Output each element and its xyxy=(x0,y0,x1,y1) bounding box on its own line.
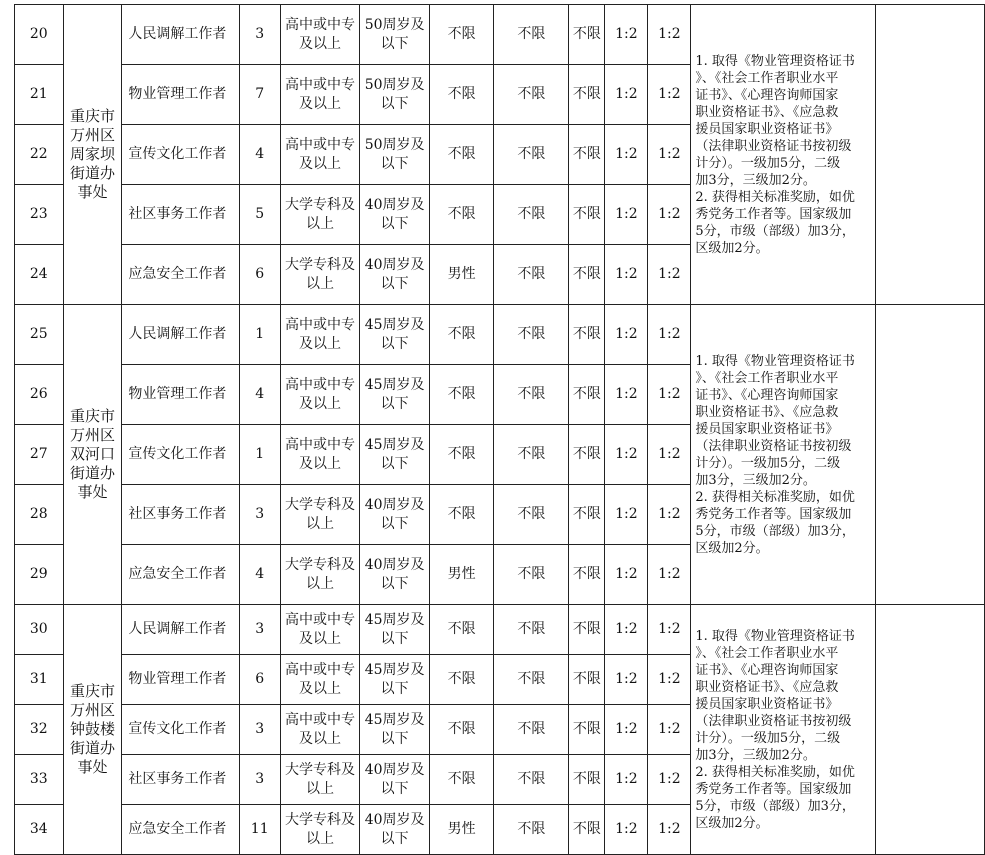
age-line: 45周岁及 xyxy=(364,661,425,678)
age-line: 以下 xyxy=(380,515,409,532)
age-line: 50周岁及 xyxy=(364,136,425,153)
requirement-unlimited: 不限 xyxy=(494,65,569,125)
employer-unit-line: 周家坝 xyxy=(69,145,115,163)
education-requirement xyxy=(280,65,360,125)
requirement-unlimited: 不限 xyxy=(494,755,569,805)
note-line: 》、《社会工作者职业水平 xyxy=(695,70,839,86)
interview-ratio: 1:2 xyxy=(648,425,691,485)
interview-ratio: 1:2 xyxy=(648,65,691,125)
employer-unit xyxy=(63,605,122,855)
requirement-unlimited: 不限 xyxy=(494,125,569,185)
education-requirement xyxy=(280,755,360,805)
requirement-unlimited: 不限 xyxy=(494,305,569,365)
hire-count: 11 xyxy=(239,805,280,855)
education-line: 及以上 xyxy=(299,395,342,412)
exam-ratio: 1:2 xyxy=(605,305,648,365)
hire-count: 6 xyxy=(239,245,280,305)
note-line: 1. 取得《物业管理资格证书 xyxy=(695,353,855,369)
exam-ratio: 1:2 xyxy=(605,605,648,655)
hire-count: 4 xyxy=(239,365,280,425)
requirement-unlimited: 不限 xyxy=(569,305,605,365)
interview-ratio: 1:2 xyxy=(648,125,691,185)
age-requirement xyxy=(360,245,429,305)
age-line: 45周岁及 xyxy=(364,711,425,728)
education-line: 大学专科及 xyxy=(285,496,356,513)
requirement-unlimited: 不限 xyxy=(494,245,569,305)
education-line: 高中或中专 xyxy=(285,376,356,393)
note-line: （法律职业资格证书按初级 xyxy=(695,138,852,154)
education-line: 以上 xyxy=(306,215,335,232)
note-line: 区级加2分。 xyxy=(695,540,769,556)
note-line: 证书》、《心理咨询师国家 xyxy=(695,87,839,103)
employer-unit xyxy=(63,305,122,605)
job-title: 社区事务工作者 xyxy=(122,185,239,245)
age-line: 以下 xyxy=(380,215,409,232)
age-line: 以下 xyxy=(380,730,409,747)
note-line: 区级加2分。 xyxy=(695,240,769,256)
row-number: 31 xyxy=(15,655,64,705)
interview-ratio: 1:2 xyxy=(648,305,691,365)
hire-count: 4 xyxy=(239,125,280,185)
interview-ratio: 1:2 xyxy=(648,705,691,755)
education-line: 高中或中专 xyxy=(285,436,356,453)
gender-requirement: 不限 xyxy=(429,755,494,805)
note-line: 加3分，三级加2分。 xyxy=(695,472,816,488)
exam-ratio: 1:2 xyxy=(605,5,648,65)
interview-ratio: 1:2 xyxy=(648,365,691,425)
table-row xyxy=(15,5,985,65)
employer-unit-line: 事处 xyxy=(77,758,108,776)
age-requirement xyxy=(360,365,429,425)
job-title: 宣传文化工作者 xyxy=(122,125,239,185)
row-number: 34 xyxy=(15,805,64,855)
age-line: 45周岁及 xyxy=(364,316,425,333)
age-requirement xyxy=(360,5,429,65)
age-line: 以下 xyxy=(380,455,409,472)
age-requirement xyxy=(360,65,429,125)
age-line: 50周岁及 xyxy=(364,76,425,93)
gender-requirement: 不限 xyxy=(429,185,494,245)
age-line: 以下 xyxy=(380,335,409,352)
interview-ratio: 1:2 xyxy=(648,485,691,545)
education-line: 以上 xyxy=(306,830,335,847)
employer-unit-line: 重庆市 xyxy=(69,407,115,425)
employer-unit-line: 事处 xyxy=(77,183,108,201)
education-line: 高中或中专 xyxy=(285,661,356,678)
age-requirement xyxy=(360,705,429,755)
exam-ratio: 1:2 xyxy=(605,655,648,705)
row-number: 22 xyxy=(15,125,64,185)
education-line: 高中或中专 xyxy=(285,611,356,628)
exam-ratio: 1:2 xyxy=(605,805,648,855)
gender-requirement: 男性 xyxy=(429,245,494,305)
note-line: 区级加2分。 xyxy=(695,815,769,831)
requirement-unlimited: 不限 xyxy=(569,5,605,65)
exam-ratio: 1:2 xyxy=(605,245,648,305)
employer-unit-line: 万州区 xyxy=(69,126,115,144)
note-line: 2. 获得相关标准奖励，如优 xyxy=(695,489,855,505)
age-line: 45周岁及 xyxy=(364,436,425,453)
requirement-unlimited: 不限 xyxy=(569,365,605,425)
note-line: 职业资格证书》、《应急救 xyxy=(695,104,839,120)
education-line: 及以上 xyxy=(299,95,342,112)
employer-unit-line: 街道办 xyxy=(69,164,115,182)
education-line: 以上 xyxy=(306,575,335,592)
note-line: 加3分，三级加2分。 xyxy=(695,747,816,763)
education-requirement xyxy=(280,705,360,755)
job-title: 物业管理工作者 xyxy=(122,365,239,425)
employer-unit-line: 街道办 xyxy=(69,739,115,757)
row-number: 29 xyxy=(15,545,64,605)
hire-count: 1 xyxy=(239,425,280,485)
job-title: 应急安全工作者 xyxy=(122,545,239,605)
education-requirement xyxy=(280,5,360,65)
note-line: 1. 取得《物业管理资格证书 xyxy=(695,628,855,644)
age-requirement xyxy=(360,755,429,805)
employer-unit-line: 万州区 xyxy=(69,701,115,719)
requirement-unlimited: 不限 xyxy=(569,605,605,655)
education-line: 以上 xyxy=(306,780,335,797)
remarks-cell xyxy=(876,5,985,305)
requirement-unlimited: 不限 xyxy=(494,805,569,855)
education-requirement xyxy=(280,655,360,705)
employer-unit-line: 事处 xyxy=(77,483,108,501)
age-line: 以下 xyxy=(380,630,409,647)
interview-ratio: 1:2 xyxy=(648,5,691,65)
positions-table xyxy=(14,4,985,855)
exam-ratio: 1:2 xyxy=(605,65,648,125)
hire-count: 3 xyxy=(239,5,280,65)
interview-ratio: 1:2 xyxy=(648,805,691,855)
note-line: 援员国家职业资格证书》 xyxy=(695,696,839,712)
remarks-cell xyxy=(876,605,985,855)
education-line: 大学专科及 xyxy=(285,196,356,213)
gender-requirement: 男性 xyxy=(429,805,494,855)
age-line: 以下 xyxy=(380,680,409,697)
education-line: 大学专科及 xyxy=(285,556,356,573)
age-requirement xyxy=(360,605,429,655)
exam-ratio: 1:2 xyxy=(605,485,648,545)
bonus-points-notes xyxy=(691,605,876,855)
note-line: 计分）。一级加5分，二级 xyxy=(695,155,841,171)
gender-requirement: 不限 xyxy=(429,5,494,65)
education-line: 及以上 xyxy=(299,35,342,52)
interview-ratio: 1:2 xyxy=(648,605,691,655)
requirement-unlimited: 不限 xyxy=(569,755,605,805)
employer-unit-line: 重庆市 xyxy=(69,682,115,700)
education-requirement xyxy=(280,245,360,305)
education-line: 高中或中专 xyxy=(285,16,356,33)
row-number: 33 xyxy=(15,755,64,805)
requirement-unlimited: 不限 xyxy=(569,805,605,855)
age-line: 40周岁及 xyxy=(364,811,425,828)
note-line: 加3分，三级加2分。 xyxy=(695,172,816,188)
gender-requirement: 不限 xyxy=(429,705,494,755)
employer-unit-line: 街道办 xyxy=(69,464,115,482)
age-line: 以下 xyxy=(380,155,409,172)
interview-ratio: 1:2 xyxy=(648,245,691,305)
requirement-unlimited: 不限 xyxy=(494,5,569,65)
age-line: 以下 xyxy=(380,95,409,112)
hire-count: 1 xyxy=(239,305,280,365)
note-line: （法律职业资格证书按初级 xyxy=(695,438,852,454)
job-title: 人民调解工作者 xyxy=(122,305,239,365)
age-line: 以下 xyxy=(380,780,409,797)
job-title: 物业管理工作者 xyxy=(122,65,239,125)
note-line: 援员国家职业资格证书》 xyxy=(695,121,839,137)
interview-ratio: 1:2 xyxy=(648,185,691,245)
note-line: 秀党务工作者等。国家级加 xyxy=(695,206,852,222)
age-line: 以下 xyxy=(380,35,409,52)
education-line: 及以上 xyxy=(299,680,342,697)
employer-unit-line: 钟鼓楼 xyxy=(69,720,115,738)
age-line: 40周岁及 xyxy=(364,556,425,573)
age-requirement xyxy=(360,425,429,485)
age-requirement xyxy=(360,805,429,855)
note-line: 职业资格证书》、《应急救 xyxy=(695,404,839,420)
age-line: 45周岁及 xyxy=(364,611,425,628)
hire-count: 3 xyxy=(239,605,280,655)
employer-unit xyxy=(63,5,122,305)
row-number: 32 xyxy=(15,705,64,755)
remarks-cell xyxy=(876,305,985,605)
interview-ratio: 1:2 xyxy=(648,655,691,705)
row-number: 26 xyxy=(15,365,64,425)
hire-count: 3 xyxy=(239,755,280,805)
table-row xyxy=(15,305,985,365)
note-line: 证书》、《心理咨询师国家 xyxy=(695,662,839,678)
requirement-unlimited: 不限 xyxy=(494,545,569,605)
bonus-points-notes xyxy=(691,305,876,605)
job-title: 社区事务工作者 xyxy=(122,485,239,545)
note-line: 2. 获得相关标准奖励，如优 xyxy=(695,764,855,780)
job-title: 人民调解工作者 xyxy=(122,605,239,655)
age-line: 以下 xyxy=(380,275,409,292)
gender-requirement: 不限 xyxy=(429,655,494,705)
requirement-unlimited: 不限 xyxy=(494,655,569,705)
education-line: 大学专科及 xyxy=(285,761,356,778)
positions-table-body xyxy=(15,5,985,855)
exam-ratio: 1:2 xyxy=(605,545,648,605)
age-line: 45周岁及 xyxy=(364,376,425,393)
education-line: 以上 xyxy=(306,275,335,292)
requirement-unlimited: 不限 xyxy=(494,485,569,545)
education-requirement xyxy=(280,365,360,425)
education-requirement xyxy=(280,605,360,655)
hire-count: 6 xyxy=(239,655,280,705)
requirement-unlimited: 不限 xyxy=(569,245,605,305)
requirement-unlimited: 不限 xyxy=(494,425,569,485)
education-line: 及以上 xyxy=(299,455,342,472)
note-line: 5分，市级（部级）加3分， xyxy=(695,523,855,539)
job-title: 社区事务工作者 xyxy=(122,755,239,805)
hire-count: 4 xyxy=(239,545,280,605)
note-line: 计分）。一级加5分，二级 xyxy=(695,730,841,746)
note-line: 》、《社会工作者职业水平 xyxy=(695,645,839,661)
row-number: 20 xyxy=(15,5,64,65)
requirement-unlimited: 不限 xyxy=(569,425,605,485)
row-number: 30 xyxy=(15,605,64,655)
education-requirement xyxy=(280,125,360,185)
age-line: 50周岁及 xyxy=(364,16,425,33)
gender-requirement: 不限 xyxy=(429,305,494,365)
age-line: 以下 xyxy=(380,830,409,847)
employer-unit-line: 双河口 xyxy=(69,445,115,463)
requirement-unlimited: 不限 xyxy=(569,655,605,705)
note-line: 秀党务工作者等。国家级加 xyxy=(695,506,852,522)
education-line: 及以上 xyxy=(299,155,342,172)
note-line: 》、《社会工作者职业水平 xyxy=(695,370,839,386)
age-requirement xyxy=(360,125,429,185)
gender-requirement: 不限 xyxy=(429,605,494,655)
age-line: 以下 xyxy=(380,395,409,412)
age-line: 40周岁及 xyxy=(364,761,425,778)
hire-count: 3 xyxy=(239,485,280,545)
age-requirement xyxy=(360,305,429,365)
row-number: 28 xyxy=(15,485,64,545)
row-number: 23 xyxy=(15,185,64,245)
exam-ratio: 1:2 xyxy=(605,755,648,805)
age-requirement xyxy=(360,545,429,605)
employer-unit-line: 重庆市 xyxy=(69,107,115,125)
requirement-unlimited: 不限 xyxy=(569,545,605,605)
requirement-unlimited: 不限 xyxy=(494,605,569,655)
note-line: 5分，市级（部级）加3分， xyxy=(695,798,855,814)
note-line: 职业资格证书》、《应急救 xyxy=(695,679,839,695)
requirement-unlimited: 不限 xyxy=(494,705,569,755)
education-line: 以上 xyxy=(306,515,335,532)
education-requirement xyxy=(280,185,360,245)
row-number: 27 xyxy=(15,425,64,485)
gender-requirement: 男性 xyxy=(429,545,494,605)
age-requirement xyxy=(360,185,429,245)
job-title: 宣传文化工作者 xyxy=(122,705,239,755)
age-line: 40周岁及 xyxy=(364,256,425,273)
education-requirement xyxy=(280,485,360,545)
requirement-unlimited: 不限 xyxy=(569,125,605,185)
hire-count: 5 xyxy=(239,185,280,245)
note-line: 秀党务工作者等。国家级加 xyxy=(695,781,852,797)
education-requirement xyxy=(280,305,360,365)
education-line: 及以上 xyxy=(299,730,342,747)
requirement-unlimited: 不限 xyxy=(569,65,605,125)
education-requirement xyxy=(280,805,360,855)
requirement-unlimited: 不限 xyxy=(569,485,605,545)
row-number: 25 xyxy=(15,305,64,365)
row-number: 21 xyxy=(15,65,64,125)
employer-unit-line: 万州区 xyxy=(69,426,115,444)
education-line: 高中或中专 xyxy=(285,136,356,153)
interview-ratio: 1:2 xyxy=(648,755,691,805)
note-line: 5分，市级（部级）加3分， xyxy=(695,223,855,239)
education-line: 高中或中专 xyxy=(285,316,356,333)
job-title: 人民调解工作者 xyxy=(122,5,239,65)
age-line: 以下 xyxy=(380,575,409,592)
exam-ratio: 1:2 xyxy=(605,705,648,755)
note-line: 1. 取得《物业管理资格证书 xyxy=(695,53,855,69)
age-requirement xyxy=(360,655,429,705)
age-line: 40周岁及 xyxy=(364,496,425,513)
table-row xyxy=(15,605,985,655)
gender-requirement: 不限 xyxy=(429,365,494,425)
gender-requirement: 不限 xyxy=(429,425,494,485)
requirement-unlimited: 不限 xyxy=(494,365,569,425)
note-line: 证书》、《心理咨询师国家 xyxy=(695,387,839,403)
job-title: 物业管理工作者 xyxy=(122,655,239,705)
requirement-unlimited: 不限 xyxy=(569,185,605,245)
hire-count: 3 xyxy=(239,705,280,755)
age-requirement xyxy=(360,485,429,545)
gender-requirement: 不限 xyxy=(429,125,494,185)
education-line: 高中或中专 xyxy=(285,76,356,93)
job-title: 宣传文化工作者 xyxy=(122,425,239,485)
gender-requirement: 不限 xyxy=(429,65,494,125)
row-number: 24 xyxy=(15,245,64,305)
age-line: 40周岁及 xyxy=(364,196,425,213)
job-title: 应急安全工作者 xyxy=(122,805,239,855)
note-line: 计分）。一级加5分，二级 xyxy=(695,455,841,471)
education-line: 大学专科及 xyxy=(285,811,356,828)
education-requirement xyxy=(280,545,360,605)
job-title: 应急安全工作者 xyxy=(122,245,239,305)
education-line: 及以上 xyxy=(299,630,342,647)
hire-count: 7 xyxy=(239,65,280,125)
gender-requirement: 不限 xyxy=(429,485,494,545)
requirement-unlimited: 不限 xyxy=(494,185,569,245)
exam-ratio: 1:2 xyxy=(605,185,648,245)
education-line: 及以上 xyxy=(299,335,342,352)
requirement-unlimited: 不限 xyxy=(569,705,605,755)
exam-ratio: 1:2 xyxy=(605,425,648,485)
education-line: 高中或中专 xyxy=(285,711,356,728)
note-line: 援员国家职业资格证书》 xyxy=(695,421,839,437)
education-line: 大学专科及 xyxy=(285,256,356,273)
note-line: 2. 获得相关标准奖励，如优 xyxy=(695,189,855,205)
exam-ratio: 1:2 xyxy=(605,125,648,185)
bonus-points-notes xyxy=(691,5,876,305)
education-requirement xyxy=(280,425,360,485)
interview-ratio: 1:2 xyxy=(648,545,691,605)
note-line: （法律职业资格证书按初级 xyxy=(695,713,852,729)
exam-ratio: 1:2 xyxy=(605,365,648,425)
